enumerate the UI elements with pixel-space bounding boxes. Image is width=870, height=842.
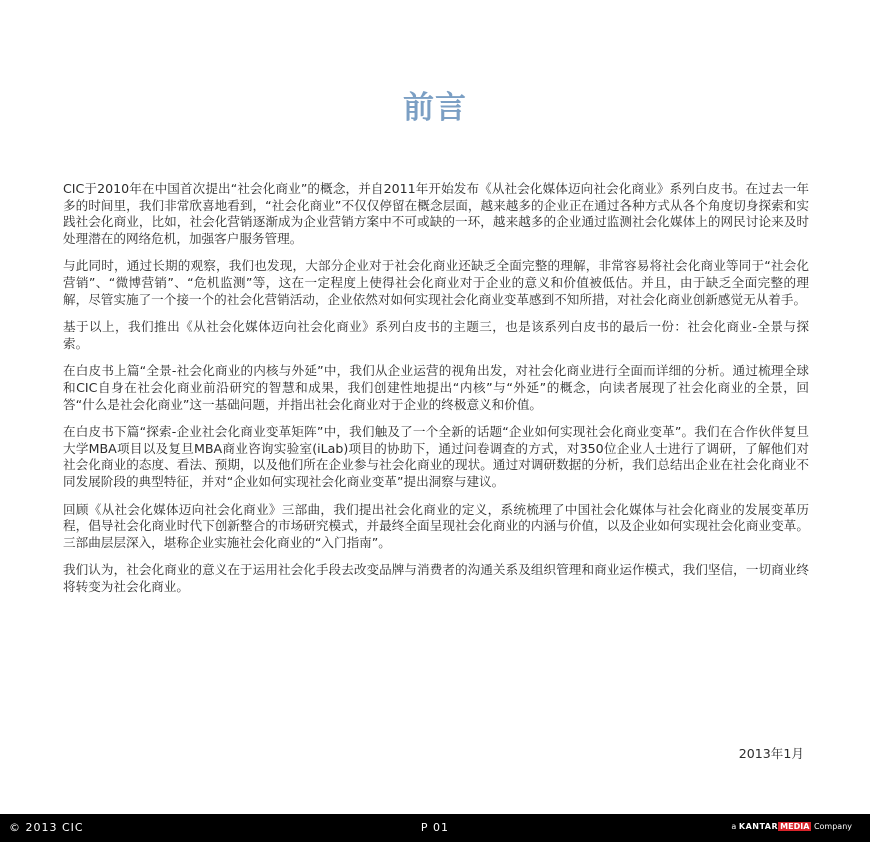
brand-suffix: Company bbox=[813, 822, 852, 831]
brand-prefix: a bbox=[731, 822, 737, 831]
paragraph-1: CIC于2010年在中国首次提出“社会化商业”的概念，并自2011年开始发布《从社会化媒体迈向社会化商业》系列白皮书。在过去一年多的时间里，我们非常欣喜地看到，“社会化商业”不仅仅停留在概念层面，越来越多的企业正在通过各种方式从各个角度切身探索和实践社会化商业，比如，社会化营销逐渐成为企业营销方案中不可或缺的一环，越来越多的企业通过监测社会化媒体上的网民讨论来及时处理潜在的网络危机，加强客户服务管理。 bbox=[63, 181, 809, 246]
brand-kantar: KANTAR bbox=[738, 822, 779, 831]
paragraph-4: 在白皮书上篇“全景-社会化商业的内核与外延”中，我们从企业运营的视角出发，对社会化商业进行全面而详细的分析。通过梳理全球和CIC自身在社会化商业前沿研究的智慧和成果，我们创建性地提出“内核”与“外延”的概念，向读者展现了社会化商业的全景，回答“什么是社会化商业”这一基础问题，并指出社会化商业对于企业的终极意义和价值。 bbox=[63, 363, 809, 412]
page-number: P 01 bbox=[420, 821, 450, 834]
footer-bar bbox=[0, 814, 870, 842]
document-date: 2013年1月 bbox=[738, 746, 804, 761]
paragraph-6: 回顾《从社会化媒体迈向社会化商业》三部曲，我们提出社会化商业的定义，系统梳理了中国社会化媒体与社会化商业的发展变革历程，倡导社会化商业时代下创新整合的市场研究模式，并最终全面呈现社会化商业的内涵与价值，以及企业如何实现社会化商业变革。三部曲层层深入，堪称企业实施社会化商业的“入门指南”。 bbox=[63, 501, 809, 550]
paragraph-3: 基于以上，我们推出《从社会化媒体迈向社会化商业》系列白皮书的主题三，也是该系列白皮书的最后一份：社会化商业-全景与探索。 bbox=[63, 319, 809, 351]
paragraph-7: 我们认为，社会化商业的意义在于运用社会化手段去改变品牌与消费者的沟通关系及组织管理和商业运作模式，我们坚信，一切商业终将转变为社会化商业。 bbox=[63, 562, 809, 594]
paragraph-2: 与此同时，通过长期的观察，我们也发现，大部分企业对于社会化商业还缺乏全面完整的理解，非常容易将社会化商业等同于“社会化营销”、“微博营销”、“危机监测”等，这在一定程度上使得社会化商业对于企业的意义和价值被低估。并且，由于缺乏全面完整的理解，尽管实施了一个接一个的社会化营销活动，企业依然对如何实现社会化商业变革感到不知所措，对社会化商业创新感觉无从着手。 bbox=[63, 258, 809, 307]
paragraph-5: 在白皮书下篇“探索-企业社会化商业变革矩阵”中，我们触及了一个全新的话题“企业如何实现社会化商业变革”。我们在合作伙伴复旦大学MBA项目以及复旦MBA商业咨询实验室(iLab)项目的协助下，通过问卷调查的方式，对350位企业人士进行了调研，了解他们对社会化商业的态度、看法、预期，以及他们所在企业参与社会化商业的现状。通过对调研数据的分析，我们总结出企业在社会化商业不同发展阶段的典型特征，并对“企业如何实现社会化商业变革”提出洞察与建议。 bbox=[63, 424, 809, 489]
brand-media: MEDIA bbox=[780, 822, 810, 831]
page-title: 前言 bbox=[403, 90, 467, 126]
copyright-text: © 2013 CIC bbox=[9, 821, 84, 834]
document-body bbox=[63, 181, 809, 606]
kantar-media-logo bbox=[731, 822, 852, 831]
